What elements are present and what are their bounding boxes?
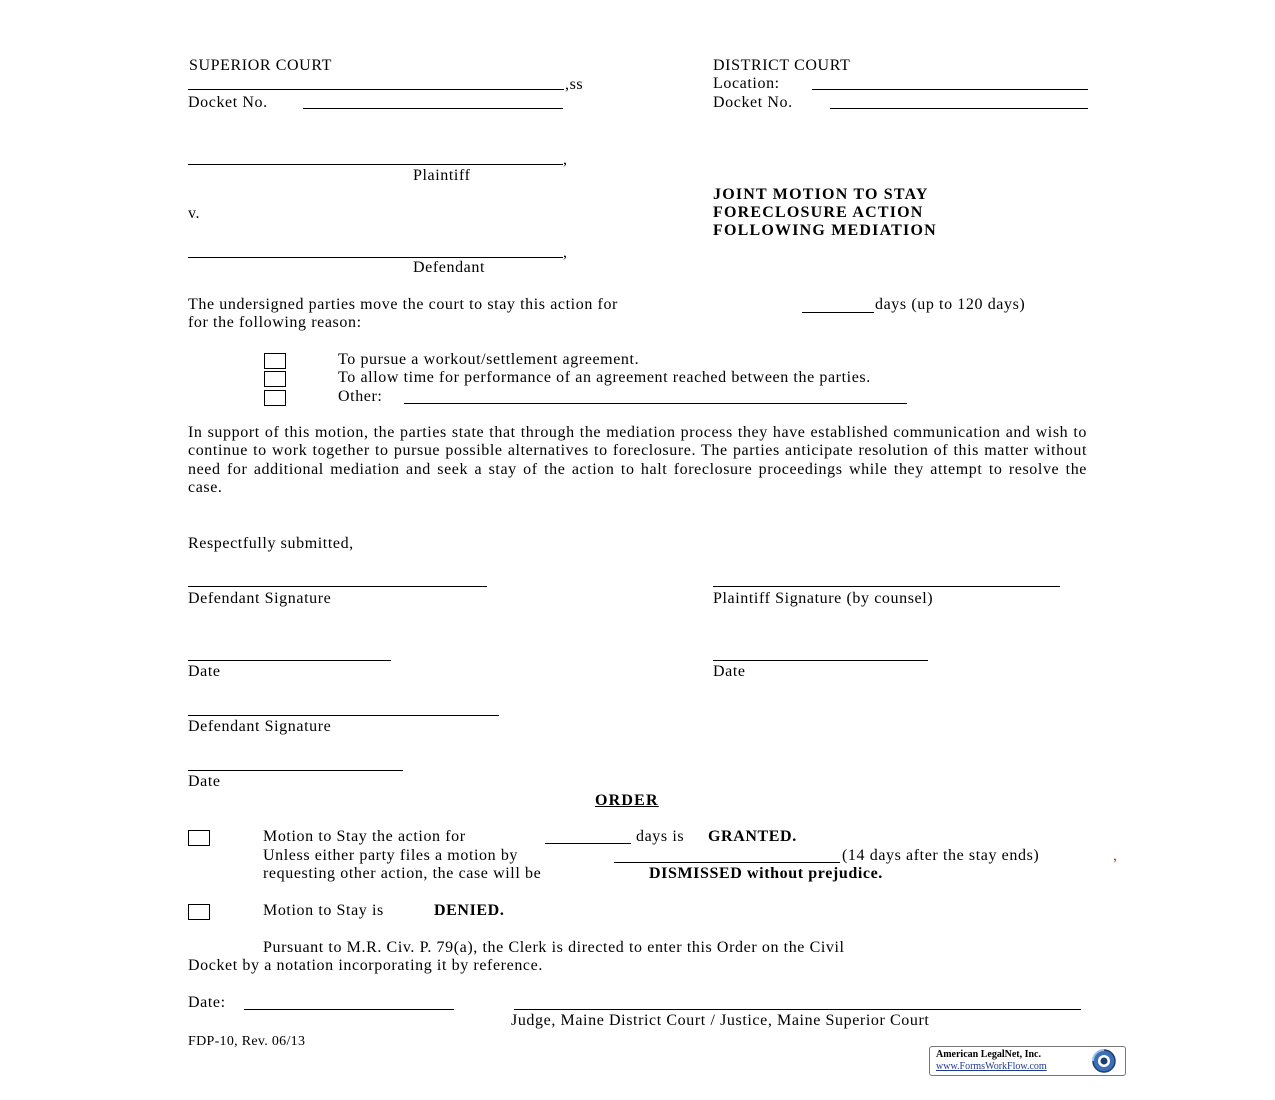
- location-label: Location:: [713, 75, 780, 92]
- granted-checkbox[interactable]: [188, 830, 210, 846]
- workout-checkbox[interactable]: [264, 353, 286, 369]
- granted-prefix: Motion to Stay the action for: [263, 828, 466, 845]
- granted-word: GRANTED.: [708, 828, 797, 845]
- respectfully-submitted: Respectfully submitted,: [188, 535, 354, 552]
- denied-word: DENIED.: [434, 902, 505, 919]
- defendant-signature-line-1[interactable]: [188, 586, 487, 587]
- date-label-right: Date: [713, 663, 746, 680]
- logo-company-name: American LegalNet, Inc.: [936, 1049, 1041, 1060]
- plaintiff-signature-label: Plaintiff Signature (by counsel): [713, 590, 934, 607]
- requesting-prefix: requesting other action, the case will be: [263, 865, 542, 882]
- county-blank[interactable]: [188, 89, 564, 90]
- option-workout-label: To pursue a workout/settlement agreement.: [338, 351, 640, 368]
- other-checkbox[interactable]: [264, 390, 286, 406]
- document-title-line2: FORECLOSURE ACTION: [713, 204, 924, 221]
- pursuant-line1: Pursuant to M.R. Civ. P. 79(a), the Clerk is directed to enter this Order on the Civil: [263, 939, 845, 956]
- defendant-name-blank[interactable]: [188, 257, 563, 258]
- pursuant-line2: Docket by a notation incorporating it by reference.: [188, 957, 543, 974]
- denied-checkbox[interactable]: [188, 904, 210, 920]
- date-line-left[interactable]: [188, 660, 391, 661]
- other-reason-blank[interactable]: [404, 403, 907, 404]
- granted-days-blank[interactable]: [545, 843, 631, 844]
- order-date-blank[interactable]: [244, 1009, 454, 1010]
- order-heading: ORDER: [595, 792, 659, 809]
- document-title-line1: JOINT MOTION TO STAY: [713, 186, 929, 203]
- american-legalnet-logo[interactable]: [929, 1046, 1126, 1076]
- option-other-label: Other:: [338, 388, 383, 405]
- unless-prefix: Unless either party files a motion by: [263, 847, 519, 864]
- granted-mid: days is: [636, 828, 685, 845]
- docket-blank-left[interactable]: [303, 108, 563, 109]
- days-blank[interactable]: [802, 312, 874, 313]
- docket-label-right: Docket No.: [713, 94, 793, 111]
- defendant-signature-label-1: Defendant Signature: [188, 590, 332, 607]
- ss-label: ,ss: [565, 76, 584, 93]
- defendant-signature-label-2: Defendant Signature: [188, 718, 332, 735]
- date-label-left: Date: [188, 663, 221, 680]
- superior-court-label: SUPERIOR COURT: [189, 57, 333, 74]
- district-court-label: DISTRICT COURT: [713, 57, 851, 74]
- denied-prefix: Motion to Stay is: [263, 902, 384, 919]
- docket-label-left: Docket No.: [188, 94, 268, 111]
- dismissed-text: DISMISSED without prejudice.: [649, 865, 883, 882]
- support-paragraph: In support of this motion, the parties state that through the mediation process they have established communication and wish to continue to work together to pursue possible alternatives to foreclosure. The parties anticipate resolution of this matter without need for additional mediation and seek a stay of the action to halt foreclosure proceedings while they attempt to resolve the case.: [188, 424, 1087, 497]
- motion-intro-text: The undersigned parties move the court to stay this action for: [188, 296, 618, 313]
- docket-blank-right[interactable]: [830, 108, 1088, 109]
- judge-label: Judge, Maine District Court / Justice, Maine Superior Court: [511, 1012, 930, 1029]
- unless-suffix: (14 days after the stay ends): [842, 847, 1040, 864]
- motion-intro-line2: for the following reason:: [188, 314, 362, 331]
- versus-label: v.: [188, 205, 201, 222]
- order-date-label: Date:: [188, 994, 226, 1011]
- unless-comma: ,: [1113, 847, 1118, 864]
- form-id: FDP-10, Rev. 06/13: [188, 1034, 306, 1049]
- plaintiff-signature-line[interactable]: [713, 586, 1060, 587]
- date-line-left-2[interactable]: [188, 770, 403, 771]
- plaintiff-label: Plaintiff: [413, 167, 471, 184]
- defendant-comma: ,: [563, 244, 568, 261]
- motion-intro-days: days (up to 120 days): [875, 296, 1026, 313]
- defendant-signature-line-2[interactable]: [188, 715, 499, 716]
- performance-checkbox[interactable]: [264, 371, 286, 387]
- judge-signature-line[interactable]: [514, 1009, 1081, 1010]
- defendant-label: Defendant: [413, 259, 486, 276]
- document-title-line3: FOLLOWING MEDIATION: [713, 222, 937, 239]
- plaintiff-comma: ,: [563, 151, 568, 168]
- plaintiff-name-blank[interactable]: [188, 164, 563, 165]
- date-line-right[interactable]: [713, 660, 928, 661]
- globe-icon: [1087, 1048, 1121, 1074]
- logo-url[interactable]: www.FormsWorkFlow.com: [936, 1061, 1047, 1072]
- date-label-left-2: Date: [188, 773, 221, 790]
- option-performance-label: To allow time for performance of an agreement reached between the parties.: [338, 369, 871, 386]
- location-blank[interactable]: [812, 89, 1088, 90]
- motion-deadline-blank[interactable]: [614, 862, 840, 863]
